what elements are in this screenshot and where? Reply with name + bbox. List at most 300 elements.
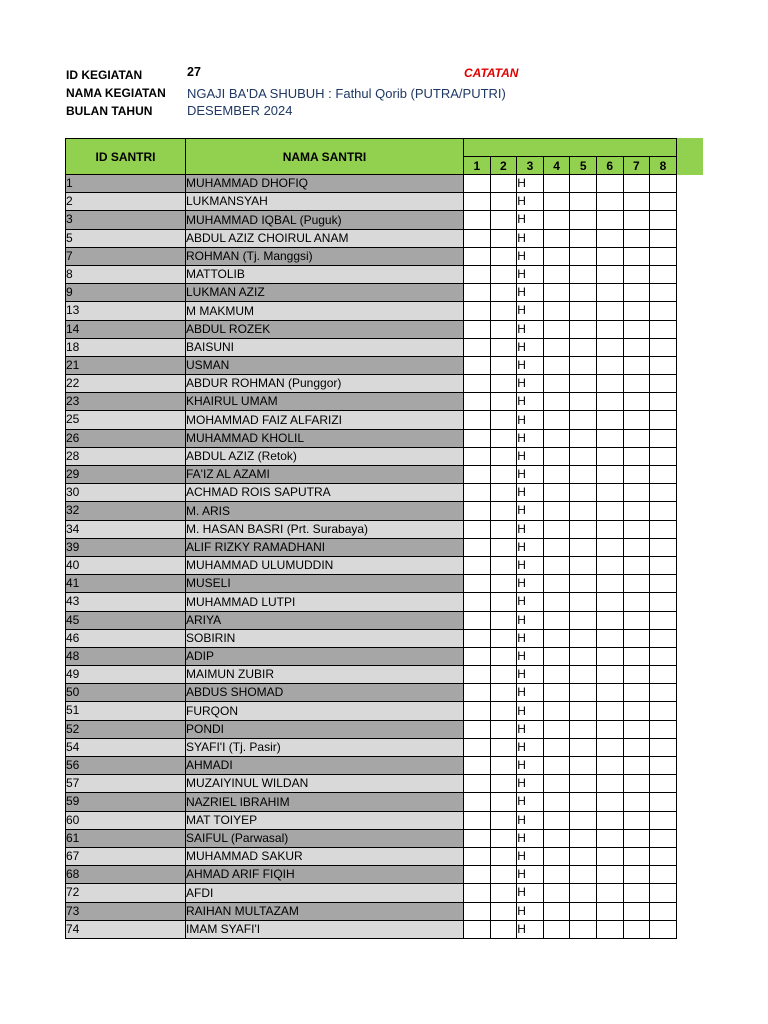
santri-id-cell[interactable]: 39 [66,538,186,556]
santri-name-cell[interactable]: MUHAMMAD ULUMUDDIN [186,556,464,574]
attendance-cell-day-6[interactable] [596,484,623,502]
attendance-cell-day-4[interactable] [543,647,570,665]
santri-name-cell[interactable]: MATTOLIB [186,265,464,283]
attendance-cell-day-7[interactable] [623,429,650,447]
attendance-cell-day-7[interactable] [623,247,650,265]
attendance-cell-day-6[interactable] [596,447,623,465]
attendance-cell-day-1[interactable] [464,175,491,193]
attendance-cell-day-2[interactable] [490,193,517,211]
attendance-cell-day-3[interactable]: H [517,356,544,374]
attendance-cell-day-7[interactable] [623,229,650,247]
attendance-cell-day-2[interactable] [490,411,517,429]
attendance-cell-day-8[interactable] [650,629,677,647]
attendance-cell-day-5[interactable] [570,611,597,629]
attendance-cell-day-6[interactable] [596,466,623,484]
attendance-cell-day-7[interactable] [623,284,650,302]
attendance-cell-day-3[interactable]: H [517,447,544,465]
attendance-cell-day-2[interactable] [490,811,517,829]
santri-id-cell[interactable]: 34 [66,520,186,538]
attendance-cell-day-1[interactable] [464,611,491,629]
santri-id-cell[interactable]: 2 [66,193,186,211]
attendance-cell-day-2[interactable] [490,356,517,374]
attendance-cell-day-2[interactable] [490,829,517,847]
attendance-cell-day-3[interactable]: H [517,811,544,829]
attendance-cell-day-8[interactable] [650,793,677,811]
attendance-cell-day-8[interactable] [650,720,677,738]
santri-id-cell[interactable]: 60 [66,811,186,829]
attendance-cell-day-6[interactable] [596,265,623,283]
attendance-cell-day-1[interactable] [464,793,491,811]
attendance-cell-day-5[interactable] [570,338,597,356]
attendance-cell-day-4[interactable] [543,466,570,484]
attendance-cell-day-7[interactable] [623,720,650,738]
attendance-cell-day-3[interactable]: H [517,829,544,847]
attendance-cell-day-5[interactable] [570,775,597,793]
santri-name-cell[interactable]: ABDUS SHOMAD [186,684,464,702]
attendance-cell-day-8[interactable] [650,320,677,338]
santri-id-cell[interactable]: 49 [66,666,186,684]
attendance-cell-day-5[interactable] [570,556,597,574]
santri-name-cell[interactable]: FURQON [186,702,464,720]
santri-name-cell[interactable]: IMAM SYAFI'I [186,920,464,938]
attendance-cell-day-2[interactable] [490,684,517,702]
santri-name-cell[interactable]: M. ARIS [186,502,464,520]
santri-id-cell[interactable]: 40 [66,556,186,574]
attendance-cell-day-5[interactable] [570,356,597,374]
attendance-cell-day-1[interactable] [464,847,491,865]
attendance-cell-day-2[interactable] [490,793,517,811]
attendance-cell-day-2[interactable] [490,338,517,356]
attendance-cell-day-1[interactable] [464,466,491,484]
attendance-cell-day-5[interactable] [570,447,597,465]
attendance-cell-day-4[interactable] [543,356,570,374]
attendance-cell-day-1[interactable] [464,338,491,356]
santri-name-cell[interactable]: MOHAMMAD FAIZ ALFARIZI [186,411,464,429]
attendance-cell-day-7[interactable] [623,175,650,193]
attendance-cell-day-7[interactable] [623,757,650,775]
attendance-cell-day-7[interactable] [623,829,650,847]
attendance-cell-day-4[interactable] [543,866,570,884]
attendance-cell-day-2[interactable] [490,520,517,538]
attendance-cell-day-1[interactable] [464,229,491,247]
attendance-cell-day-8[interactable] [650,884,677,902]
attendance-cell-day-3[interactable]: H [517,866,544,884]
attendance-cell-day-4[interactable] [543,902,570,920]
attendance-cell-day-5[interactable] [570,193,597,211]
attendance-cell-day-6[interactable] [596,556,623,574]
santri-id-cell[interactable]: 22 [66,375,186,393]
santri-name-cell[interactable]: ABDUL AZIZ CHOIRUL ANAM [186,229,464,247]
attendance-cell-day-4[interactable] [543,393,570,411]
attendance-cell-day-8[interactable] [650,556,677,574]
santri-id-cell[interactable]: 68 [66,866,186,884]
attendance-cell-day-1[interactable] [464,375,491,393]
attendance-cell-day-1[interactable] [464,720,491,738]
attendance-cell-day-4[interactable] [543,738,570,756]
attendance-cell-day-6[interactable] [596,302,623,320]
santri-id-cell[interactable]: 74 [66,920,186,938]
santri-id-cell[interactable]: 25 [66,411,186,429]
attendance-cell-day-2[interactable] [490,484,517,502]
attendance-cell-day-5[interactable] [570,647,597,665]
attendance-cell-day-5[interactable] [570,411,597,429]
santri-id-cell[interactable]: 67 [66,847,186,865]
attendance-cell-day-3[interactable]: H [517,666,544,684]
attendance-cell-day-1[interactable] [464,284,491,302]
attendance-cell-day-6[interactable] [596,575,623,593]
attendance-cell-day-4[interactable] [543,884,570,902]
id-kegiatan-value[interactable]: 27 [187,65,201,79]
attendance-cell-day-8[interactable] [650,920,677,938]
attendance-cell-day-7[interactable] [623,702,650,720]
santri-id-cell[interactable]: 52 [66,720,186,738]
santri-name-cell[interactable]: LUKMAN AZIZ [186,284,464,302]
santri-name-cell[interactable]: SYAFI'I (Tj. Pasir) [186,738,464,756]
attendance-cell-day-3[interactable]: H [517,265,544,283]
attendance-cell-day-8[interactable] [650,593,677,611]
attendance-cell-day-2[interactable] [490,611,517,629]
attendance-cell-day-5[interactable] [570,757,597,775]
attendance-cell-day-2[interactable] [490,738,517,756]
attendance-cell-day-3[interactable]: H [517,375,544,393]
attendance-cell-day-2[interactable] [490,375,517,393]
attendance-cell-day-7[interactable] [623,647,650,665]
attendance-cell-day-3[interactable]: H [517,520,544,538]
attendance-cell-day-4[interactable] [543,211,570,229]
attendance-cell-day-5[interactable] [570,666,597,684]
attendance-cell-day-8[interactable] [650,611,677,629]
attendance-cell-day-1[interactable] [464,629,491,647]
attendance-cell-day-6[interactable] [596,829,623,847]
attendance-cell-day-3[interactable]: H [517,647,544,665]
attendance-cell-day-8[interactable] [650,265,677,283]
attendance-cell-day-6[interactable] [596,393,623,411]
attendance-cell-day-7[interactable] [623,611,650,629]
santri-id-cell[interactable]: 28 [66,447,186,465]
attendance-cell-day-7[interactable] [623,738,650,756]
attendance-cell-day-4[interactable] [543,847,570,865]
attendance-cell-day-8[interactable] [650,302,677,320]
attendance-cell-day-7[interactable] [623,593,650,611]
santri-id-cell[interactable]: 21 [66,356,186,374]
attendance-cell-day-6[interactable] [596,593,623,611]
santri-name-cell[interactable]: USMAN [186,356,464,374]
santri-name-cell[interactable]: ABDUR ROHMAN (Punggor) [186,375,464,393]
santri-name-cell[interactable]: M. HASAN BASRI (Prt. Surabaya) [186,520,464,538]
attendance-cell-day-2[interactable] [490,593,517,611]
attendance-cell-day-3[interactable]: H [517,720,544,738]
attendance-cell-day-7[interactable] [623,684,650,702]
santri-id-cell[interactable]: 1 [66,175,186,193]
attendance-cell-day-3[interactable]: H [517,484,544,502]
attendance-cell-day-5[interactable] [570,884,597,902]
santri-id-cell[interactable]: 73 [66,902,186,920]
attendance-cell-day-2[interactable] [490,702,517,720]
santri-name-cell[interactable]: ARIYA [186,611,464,629]
attendance-cell-day-5[interactable] [570,866,597,884]
attendance-cell-day-8[interactable] [650,775,677,793]
attendance-cell-day-7[interactable] [623,338,650,356]
attendance-cell-day-8[interactable] [650,902,677,920]
attendance-cell-day-8[interactable] [650,520,677,538]
attendance-cell-day-2[interactable] [490,302,517,320]
attendance-cell-day-7[interactable] [623,320,650,338]
santri-id-cell[interactable]: 45 [66,611,186,629]
attendance-cell-day-7[interactable] [623,811,650,829]
attendance-cell-day-1[interactable] [464,320,491,338]
attendance-cell-day-8[interactable] [650,829,677,847]
attendance-cell-day-4[interactable] [543,175,570,193]
attendance-cell-day-5[interactable] [570,738,597,756]
attendance-cell-day-7[interactable] [623,466,650,484]
attendance-cell-day-7[interactable] [623,520,650,538]
attendance-cell-day-4[interactable] [543,375,570,393]
attendance-cell-day-3[interactable]: H [517,211,544,229]
attendance-cell-day-3[interactable]: H [517,593,544,611]
attendance-cell-day-7[interactable] [623,411,650,429]
attendance-cell-day-3[interactable]: H [517,757,544,775]
attendance-cell-day-3[interactable]: H [517,902,544,920]
attendance-cell-day-6[interactable] [596,757,623,775]
attendance-cell-day-2[interactable] [490,502,517,520]
attendance-cell-day-6[interactable] [596,684,623,702]
attendance-cell-day-3[interactable]: H [517,611,544,629]
santri-name-cell[interactable]: ADIP [186,647,464,665]
attendance-cell-day-7[interactable] [623,375,650,393]
attendance-cell-day-6[interactable] [596,647,623,665]
attendance-cell-day-1[interactable] [464,538,491,556]
attendance-cell-day-7[interactable] [623,484,650,502]
attendance-cell-day-1[interactable] [464,702,491,720]
attendance-cell-day-6[interactable] [596,175,623,193]
santri-name-cell[interactable]: FA'IZ AL AZAMI [186,466,464,484]
santri-id-cell[interactable]: 29 [66,466,186,484]
attendance-cell-day-7[interactable] [623,666,650,684]
attendance-cell-day-4[interactable] [543,502,570,520]
attendance-cell-day-3[interactable]: H [517,229,544,247]
santri-id-cell[interactable]: 32 [66,502,186,520]
attendance-cell-day-5[interactable] [570,702,597,720]
attendance-cell-day-5[interactable] [570,284,597,302]
attendance-cell-day-1[interactable] [464,265,491,283]
santri-name-cell[interactable]: MUZAIYINUL WILDAN [186,775,464,793]
santri-id-cell[interactable]: 61 [66,829,186,847]
attendance-cell-day-3[interactable]: H [517,702,544,720]
attendance-cell-day-3[interactable]: H [517,302,544,320]
attendance-cell-day-8[interactable] [650,356,677,374]
attendance-cell-day-2[interactable] [490,538,517,556]
attendance-cell-day-4[interactable] [543,538,570,556]
attendance-cell-day-2[interactable] [490,902,517,920]
attendance-cell-day-4[interactable] [543,193,570,211]
santri-id-cell[interactable]: 14 [66,320,186,338]
attendance-cell-day-8[interactable] [650,338,677,356]
attendance-cell-day-3[interactable]: H [517,847,544,865]
attendance-cell-day-7[interactable] [623,920,650,938]
attendance-cell-day-2[interactable] [490,920,517,938]
attendance-cell-day-1[interactable] [464,356,491,374]
attendance-cell-day-5[interactable] [570,247,597,265]
attendance-cell-day-7[interactable] [623,884,650,902]
attendance-cell-day-7[interactable] [623,302,650,320]
attendance-cell-day-2[interactable] [490,229,517,247]
attendance-cell-day-6[interactable] [596,793,623,811]
attendance-cell-day-2[interactable] [490,575,517,593]
santri-id-cell[interactable]: 3 [66,211,186,229]
santri-name-cell[interactable]: ABDUL AZIZ (Retok) [186,447,464,465]
attendance-cell-day-4[interactable] [543,793,570,811]
attendance-cell-day-4[interactable] [543,284,570,302]
attendance-cell-day-8[interactable] [650,375,677,393]
santri-name-cell[interactable]: MUHAMMAD SAKUR [186,847,464,865]
santri-id-cell[interactable]: 8 [66,265,186,283]
attendance-cell-day-3[interactable]: H [517,247,544,265]
attendance-cell-day-2[interactable] [490,775,517,793]
attendance-cell-day-8[interactable] [650,811,677,829]
attendance-cell-day-1[interactable] [464,247,491,265]
attendance-cell-day-6[interactable] [596,284,623,302]
attendance-cell-day-8[interactable] [650,484,677,502]
attendance-cell-day-8[interactable] [650,502,677,520]
attendance-cell-day-4[interactable] [543,302,570,320]
attendance-cell-day-6[interactable] [596,611,623,629]
attendance-cell-day-5[interactable] [570,593,597,611]
santri-name-cell[interactable]: MUHAMMAD KHOLIL [186,429,464,447]
attendance-cell-day-4[interactable] [543,320,570,338]
attendance-cell-day-5[interactable] [570,320,597,338]
attendance-cell-day-2[interactable] [490,284,517,302]
santri-name-cell[interactable]: RAIHAN MULTAZAM [186,902,464,920]
attendance-cell-day-8[interactable] [650,738,677,756]
attendance-cell-day-5[interactable] [570,829,597,847]
attendance-cell-day-4[interactable] [543,411,570,429]
attendance-cell-day-7[interactable] [623,575,650,593]
attendance-cell-day-6[interactable] [596,738,623,756]
attendance-cell-day-7[interactable] [623,502,650,520]
attendance-cell-day-7[interactable] [623,211,650,229]
attendance-cell-day-7[interactable] [623,193,650,211]
attendance-cell-day-4[interactable] [543,666,570,684]
attendance-cell-day-6[interactable] [596,629,623,647]
attendance-cell-day-1[interactable] [464,647,491,665]
attendance-cell-day-3[interactable]: H [517,629,544,647]
attendance-cell-day-4[interactable] [543,429,570,447]
santri-name-cell[interactable]: NAZRIEL IBRAHIM [186,793,464,811]
attendance-cell-day-4[interactable] [543,447,570,465]
attendance-cell-day-6[interactable] [596,375,623,393]
attendance-cell-day-8[interactable] [650,193,677,211]
attendance-cell-day-2[interactable] [490,556,517,574]
attendance-cell-day-8[interactable] [650,684,677,702]
attendance-cell-day-4[interactable] [543,338,570,356]
santri-id-cell[interactable]: 7 [66,247,186,265]
attendance-cell-day-8[interactable] [650,702,677,720]
attendance-cell-day-6[interactable] [596,338,623,356]
santri-id-cell[interactable]: 41 [66,575,186,593]
santri-id-cell[interactable]: 54 [66,738,186,756]
santri-id-cell[interactable]: 57 [66,775,186,793]
attendance-cell-day-4[interactable] [543,775,570,793]
attendance-cell-day-2[interactable] [490,447,517,465]
attendance-cell-day-6[interactable] [596,211,623,229]
santri-id-cell[interactable]: 43 [66,593,186,611]
attendance-cell-day-1[interactable] [464,447,491,465]
attendance-cell-day-2[interactable] [490,847,517,865]
attendance-cell-day-6[interactable] [596,811,623,829]
santri-id-cell[interactable]: 72 [66,884,186,902]
attendance-cell-day-5[interactable] [570,484,597,502]
santri-name-cell[interactable]: SOBIRIN [186,629,464,647]
attendance-cell-day-5[interactable] [570,229,597,247]
attendance-cell-day-2[interactable] [490,466,517,484]
attendance-cell-day-5[interactable] [570,393,597,411]
attendance-cell-day-1[interactable] [464,902,491,920]
attendance-cell-day-1[interactable] [464,829,491,847]
attendance-cell-day-5[interactable] [570,211,597,229]
attendance-cell-day-4[interactable] [543,611,570,629]
santri-id-cell[interactable]: 46 [66,629,186,647]
attendance-cell-day-2[interactable] [490,666,517,684]
attendance-cell-day-1[interactable] [464,575,491,593]
attendance-cell-day-6[interactable] [596,702,623,720]
santri-name-cell[interactable]: MAT TOIYEP [186,811,464,829]
attendance-cell-day-5[interactable] [570,502,597,520]
attendance-cell-day-3[interactable]: H [517,175,544,193]
santri-name-cell[interactable]: ROHMAN (Tj. Manggsi) [186,247,464,265]
attendance-cell-day-1[interactable] [464,884,491,902]
attendance-cell-day-1[interactable] [464,811,491,829]
attendance-cell-day-1[interactable] [464,775,491,793]
santri-name-cell[interactable]: SAIFUL (Parwasal) [186,829,464,847]
attendance-cell-day-3[interactable]: H [517,920,544,938]
attendance-cell-day-3[interactable]: H [517,556,544,574]
attendance-cell-day-3[interactable]: H [517,575,544,593]
attendance-cell-day-2[interactable] [490,884,517,902]
attendance-cell-day-3[interactable]: H [517,393,544,411]
attendance-cell-day-1[interactable] [464,502,491,520]
attendance-cell-day-3[interactable]: H [517,338,544,356]
attendance-cell-day-3[interactable]: H [517,502,544,520]
attendance-cell-day-4[interactable] [543,247,570,265]
attendance-cell-day-7[interactable] [623,629,650,647]
santri-name-cell[interactable]: PONDI [186,720,464,738]
attendance-cell-day-4[interactable] [543,575,570,593]
attendance-cell-day-8[interactable] [650,429,677,447]
santri-id-cell[interactable]: 26 [66,429,186,447]
attendance-cell-day-2[interactable] [490,757,517,775]
santri-name-cell[interactable]: MUSELI [186,575,464,593]
santri-id-cell[interactable]: 5 [66,229,186,247]
attendance-cell-day-5[interactable] [570,466,597,484]
santri-id-cell[interactable]: 56 [66,757,186,775]
attendance-cell-day-4[interactable] [543,811,570,829]
attendance-cell-day-2[interactable] [490,647,517,665]
attendance-cell-day-6[interactable] [596,520,623,538]
attendance-cell-day-1[interactable] [464,520,491,538]
attendance-cell-day-4[interactable] [543,629,570,647]
attendance-cell-day-3[interactable]: H [517,429,544,447]
attendance-cell-day-1[interactable] [464,866,491,884]
attendance-cell-day-6[interactable] [596,429,623,447]
attendance-cell-day-7[interactable] [623,538,650,556]
attendance-cell-day-7[interactable] [623,447,650,465]
santri-name-cell[interactable]: LUKMANSYAH [186,193,464,211]
santri-name-cell[interactable]: KHAIRUL UMAM [186,393,464,411]
attendance-cell-day-3[interactable]: H [517,738,544,756]
santri-name-cell[interactable]: MUHAMMAD DHOFIQ [186,175,464,193]
santri-name-cell[interactable]: ABDUL ROZEK [186,320,464,338]
attendance-cell-day-5[interactable] [570,847,597,865]
